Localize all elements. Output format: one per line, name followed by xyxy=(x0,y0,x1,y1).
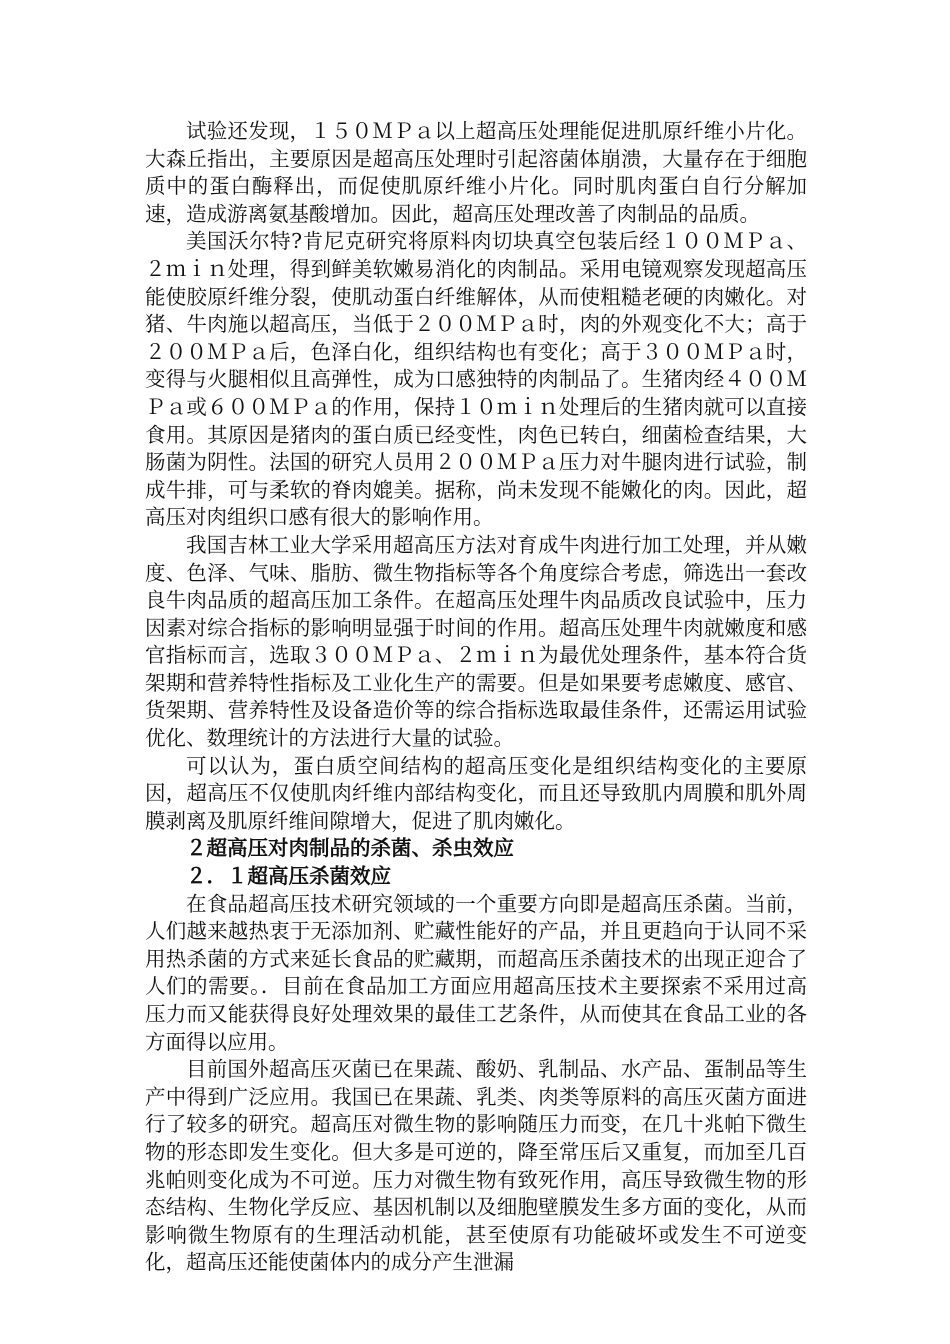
section-heading: ２超高压对肉制品的杀菌、杀虫效应 xyxy=(186,836,514,861)
subsection-heading: ２．１超高压杀菌效应 xyxy=(186,864,391,889)
document-page xyxy=(145,118,807,1277)
paragraph-sterilization-applications: 目前国外超高压灭菌已在果蔬、酸奶、乳制品、水产品、蛋制品等生产中得到广泛应用。我国已在果蔬、乳类、肉类等原料的高压灭菌方面进行了较多的研究。超高压对微生物的影响随压力而变，在几十兆帕下微生物的形态即发生变化。但大多是可逆的，降至常压后又重复，而加至几百兆帕则变化成为不可逆。压力对微生物有致死作用，高压导致微生物的形态结构、生物化学反应、基因机制以及细胞壁膜发生多方面的变化，从而影响微生物原有的生理活动机能，甚至使原有功能破坏或发生不可逆变化，超高压还能使菌体内的成分产生泄漏 xyxy=(145,1057,807,1275)
paragraph-sterilization-intro: 在食品超高压技术研究领域的一个重要方向即是超高压杀菌。当前，人们越来越热衷于无添加剂、贮藏性能好的产品，并且更趋向于认同不采用热杀菌的方式来延长食品的贮藏期，而超高压杀菌技术的出现正迎合了人们的需要。．目前在食品加工方面应用超高压技术主要探索不采用过高压力而又能获得良好处理效果的最佳工艺条件，从而使其在食品工业的各方面得以应用。 xyxy=(145,891,807,1054)
paragraph-protein-structure: 可以认为，蛋白质空间结构的超高压变化是组织结构变化的主要原因，超高压不仅使肌肉纤维内部结构变化，而且还导致肌内周膜和肌外周膜剥离及肌原纤维间隙增大，促进了肌肉嫩化。 xyxy=(145,753,807,833)
paragraph-fiber-fragmentation: 试验还发现，１５０ＭＰａ以上超高压处理能促进肌原纤维小片化。大森丘指出，主要原因是超高压处理时引起溶菌体崩溃，大量存在于细胞质中的蛋白酶释出，而促使肌原纤维小片化。同时肌肉蛋白自行分解加速，造成游离氨基酸增加。因此，超高压处理改善了肉制品的品质。 xyxy=(145,119,807,226)
paragraph-jilin-beef-study: 我国吉林工业大学采用超高压方法对育成牛肉进行加工处理，并从嫩度、色泽、气味、脂肪、微生物指标等各个角度综合考虑，筛选出一套改良牛肉品质的超高压加工条件。在超高压处理牛肉品质改良试验中，压力因素对综合指标的影响明显强于时间的作用。超高压处理牛肉就嫩度和感官指标而言，选取３００ＭＰａ、２ｍｉｎ为最优处理条件，基本符合货架期和营养特性指标及工业化生产的需要。但是如果要考虑嫩度、感官、货架期、营养特性及设备造价等的综合指标选取最佳条件，还需运用试验优化、数理统计的方法进行大量的试验。 xyxy=(145,532,807,751)
paragraph-meat-tenderizing: 美国沃尔特?肯尼克研究将原料肉切块真空包装后经１００ＭＰａ、２ｍｉｎ处理，得到鲜美软嫩易消化的肉制品。采用电镜观察发现超高压能使胶原纤维分裂，使肌动蛋白纤维解体，从而使粗糙老硬的肉嫩化。对猪、牛肉施以超高压，当低于２００ＭＰａ时，肉的外观变化不大；高于２００ＭＰａ后，色泽白化，组织结构也有变化；高于３００ＭＰａ时，变得与火腿相似且高弹性，成为口感独特的肉制品了。生猪肉经４００ＭＰａ或６００ＭＰａ的作用，保持１０ｍｉｎ处理后的生猪肉就可以直接食用。其原因是猪肉的蛋白质已经变性，肉色已转白，细菌检查结果，大肠菌为阴性。法国的研究人员用２００ＭＰａ压力对牛腿肉进行试验，制成牛排，可与柔软的脊肉媲美。据称，尚未发现不能嫩化的肉。因此，超高压对肉组织口感有很大的影响作用。 xyxy=(145,229,807,530)
